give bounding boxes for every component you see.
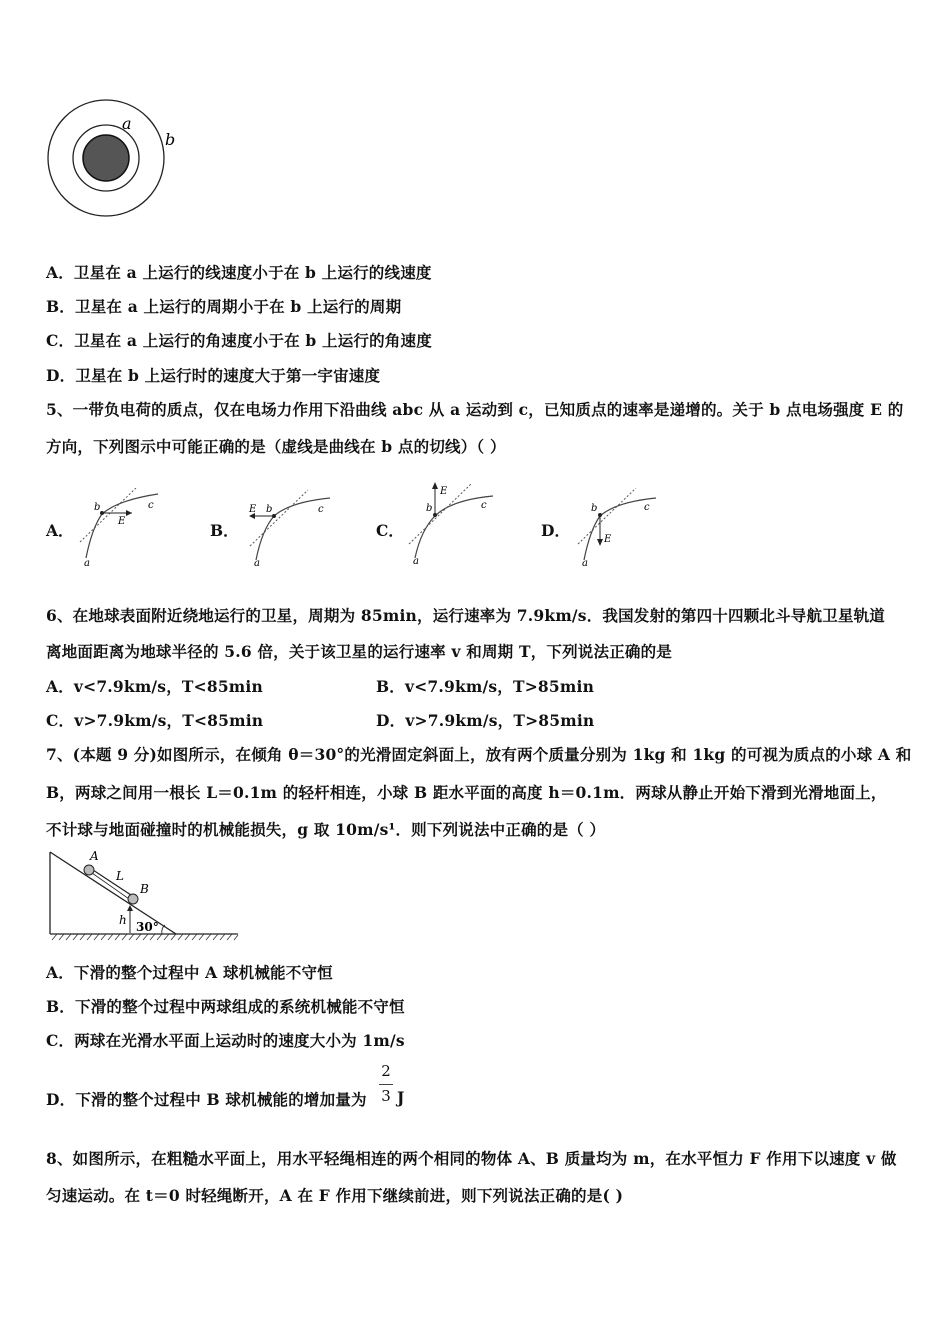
label-c: c [318,504,324,515]
q6-option-b: B．v<7.9km/s，T>85min [376,677,595,696]
orbit-label-b: b [165,130,176,149]
arrow-head [432,482,438,489]
label-B: B [140,882,149,896]
q6-option-c: C．v>7.9km/s，T<85min [46,711,264,730]
arrow-head [126,510,132,516]
q5-option-c-label: C． [376,521,404,540]
earth [83,135,129,181]
q5-stem-line2: 方向，下列图示中可能正确的是（虚线是曲线在 b 点的切线）（ ） [46,437,506,456]
label-b: b [426,503,433,514]
q5-figure-b [246,488,341,568]
ground-hatching [52,934,238,940]
q7-option-d-unit: J [397,1088,405,1107]
label-h: h [119,913,127,927]
q6-stem-line1: 6、在地球表面附近绕地运行的卫星，周期为 85min，运行速率为 7.9km/s．我国发射的第四十四颗北斗导航卫星轨道 [46,606,886,625]
q5-option-b-label: B． [210,521,239,540]
label-a: a [413,556,419,566]
q7-stem-line1: 7、(本题 9 分)如图所示，在倾角 θ＝30°的光滑固定斜面上，放有两个质量分别为 1kg 和 1kg 的可视为质点的小球 A 和 [46,745,912,764]
q7-stem-line2: B，两球之间用一根长 L＝0.1m 的轻杆相连，小球 B 距水平面的高度 h＝0.1m．两球从静止开始下滑到光滑地面上， [46,783,887,802]
q5-option-a-label: A． [46,521,74,540]
q5-figure-a [78,488,173,568]
label-E: E [604,534,612,545]
q7-stem-line3: 不计球与地面碰撞时的机械能损失，g 取 10m/s¹．则下列说法中正确的是（ ） [46,820,606,839]
label-b: b [266,504,273,515]
label-E: E [118,516,126,527]
tangent-dashed [250,490,308,546]
label-angle: 30° [136,920,159,934]
label-c: c [148,500,154,511]
q4-option-b: B．卫星在 a 上运行的周期小于在 b 上运行的周期 [46,297,402,316]
label-a: a [582,558,588,568]
label-a: a [254,558,260,568]
rod-edge [92,873,132,901]
orbit-label-a: a [122,114,132,133]
q7-incline-figure [44,846,244,946]
label-b: b [94,502,101,513]
label-b: b [591,503,598,514]
label-E: E [249,504,257,515]
q5-option-d-label: D． [541,521,570,540]
fraction-bar [379,1084,393,1085]
q4-option-d: D．卫星在 b 上运行时的速度大于第一宇宙速度 [46,366,381,385]
ball-a [84,865,94,875]
fraction-numerator: 2 [381,1062,391,1080]
label-A: A [90,849,99,863]
fraction-denominator: 3 [381,1087,391,1105]
q6-option-a: A．v<7.9km/s，T<85min [46,677,263,696]
orbit-figure [40,92,190,227]
arrow-head [597,539,603,546]
q7-option-a: A．下滑的整个过程中 A 球机械能不守恒 [46,963,333,982]
q8-stem-line2: 匀速运动。在 t＝0 时轻绳断开，A 在 F 作用下继续前进，则下列说法正确的是( ) [46,1186,624,1205]
label-a: a [84,558,90,568]
q6-stem-line2: 离地面距离为地球半径的 5.6 倍，关于该卫星的运行速率 v 和周期 T，下列说法正确的是 [46,642,672,661]
label-c: c [481,500,487,511]
q7-option-c: C．两球在光滑水平面上运动时的速度大小为 1m/s [46,1031,405,1050]
q5-figure-c [405,478,505,566]
q7-option-b: B．下滑的整个过程中两球组成的系统机械能不守恒 [46,997,405,1016]
q5-figure-d [574,488,669,568]
q4-option-c: C．卫星在 a 上运行的角速度小于在 b 上运行的角速度 [46,331,432,350]
q6-option-d: D．v>7.9km/s，T>85min [376,711,595,730]
q4-option-a: A．卫星在 a 上运行的线速度小于在 b 上运行的线速度 [46,263,432,282]
q5-stem-line1: 5、一带负电荷的质点，仅在电场力作用下沿曲线 abc 从 a 运动到 c，已知质点的速率是递增的。关于 b 点电场强度 E 的 [46,400,904,419]
q8-stem-line1: 8、如图所示，在粗糙水平面上，用水平轻绳相连的两个相同的物体 A、B 质量均为 m，在水平恒力 F 作用下以速度 v 做 [46,1149,897,1168]
label-E: E [440,486,448,497]
ball-b [128,894,138,904]
q7-option-d: D．下滑的整个过程中 B 球机械能的增加量为 [46,1090,367,1109]
label-c: c [644,502,650,513]
label-L: L [116,869,124,883]
